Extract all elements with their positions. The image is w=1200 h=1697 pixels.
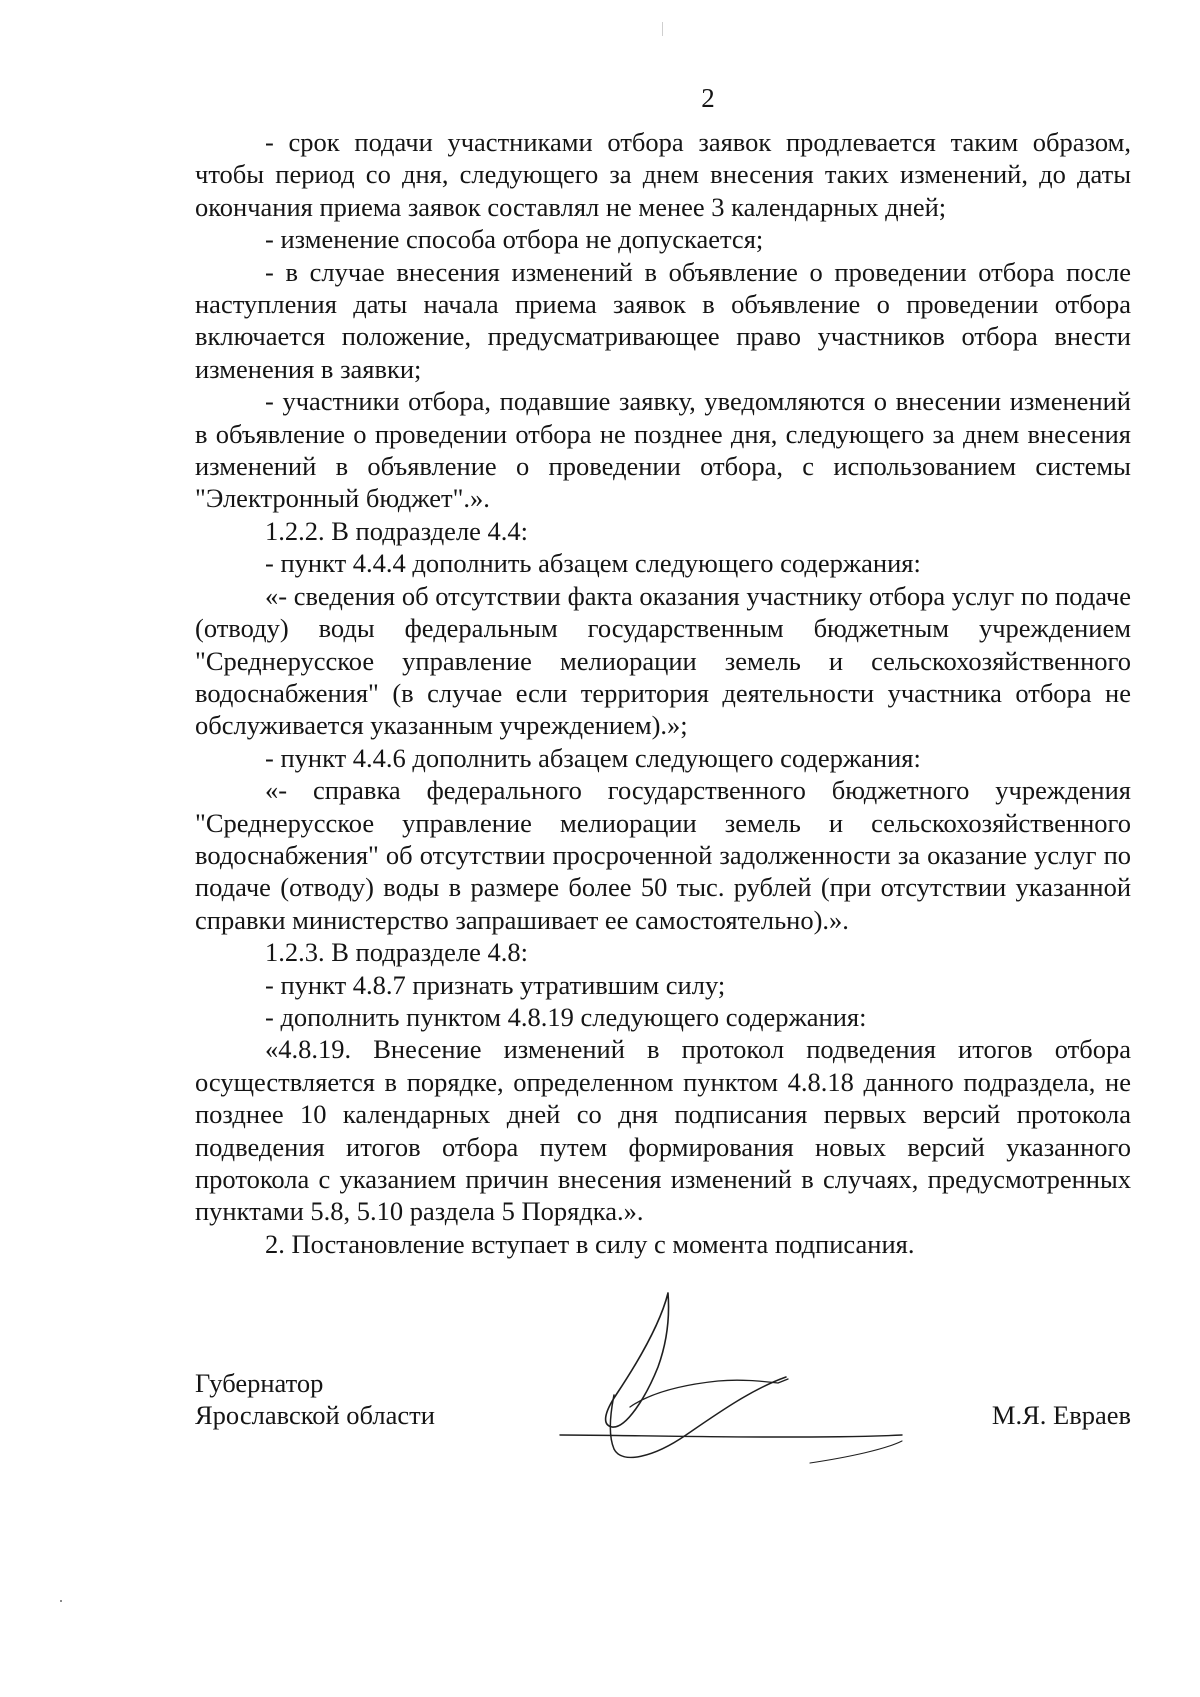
- signature-block: [195, 1367, 1131, 1487]
- paragraph: 1.2.2. В подразделе 4.4:: [265, 515, 529, 546]
- paragraph: - участники отбора, подавшие заявку, уведомляются о внесении изменений в объявление о проведении отбора не позднее дня, следующего за днем внесения изменений в объявление о проведении отбора, с использованием системы "Электронный бюджет".».: [195, 386, 1131, 514]
- scan-speck: [662, 22, 663, 36]
- paragraph: - срок подачи участниками отбора заявок продлевается таким образом, чтобы период со дня, следующего за днем внесения таких изменений, до даты окончания приема заявок составлял не менее 3 календарных дней;: [195, 127, 1131, 222]
- document-body: [195, 126, 1131, 1260]
- paragraph: «- сведения об отсутствии факта оказания участнику отбора услуг по подаче (отводу) воды федеральным государственным бюджетным учреждением "Среднерусское управление мелиорации земель и сельскохозяйственного водоснабжения" (в случае если территория деятельности участника отбора не обслуживается указанным учреждением).»;: [195, 580, 1131, 741]
- paragraph: 1.2.3. В подразделе 4.8:: [265, 937, 529, 968]
- paragraph: - пункт 4.4.4 дополнить абзацем следующего содержания:: [265, 548, 921, 579]
- paragraph: - изменение способа отбора не допускается;: [265, 224, 764, 255]
- signer-name: М.Я. Евраев: [991, 1400, 1131, 1430]
- paragraph: - пункт 4.4.6 дополнить абзацем следующего содержания:: [265, 742, 921, 773]
- position-line: Губернатор: [195, 1368, 324, 1398]
- paragraph: «4.8.19. Внесение изменений в протокол подведения итогов отбора осуществляется в порядке, определенном пунктом 4.8.18 данного подраздела, не позднее 10 календарных дней со дня подписания первых версий протокола подведения итогов отбора путем формирования новых версий указанного протокола с указанием причин внесения изменений в случаях, предусмотренных пунктами 5.8, 5.10 раздела 5 Порядка.».: [195, 1034, 1131, 1227]
- paragraph: - дополнить пунктом 4.8.19 следующего содержания:: [265, 1001, 867, 1032]
- scan-speck: [60, 1600, 62, 1602]
- paragraph: «- справка федерального государственного бюджетного учреждения "Среднерусское управление мелиорации земель и сельскохозяйственного водоснабжения" об отсутствии просроченной задолженности за оказание услуг по подаче (отводу) воды в размере более 50 тыс. рублей (при отсутствии указанной справки министерство запрашивает ее самостоятельно).».: [195, 775, 1131, 935]
- page-number: 2: [701, 83, 715, 113]
- paragraph: - в случае внесения изменений в объявление о проведении отбора после наступления даты начала приема заявок в объявление о проведении отбора включается положение, предусматривающее право участников отбора внести изменения в заявки;: [195, 256, 1131, 384]
- paragraph: - пункт 4.8.7 признать утратившим силу;: [265, 969, 726, 1000]
- position-line: Ярославской области: [195, 1400, 435, 1431]
- paragraph: 2. Постановление вступает в силу с момента подписания.: [265, 1228, 915, 1259]
- signer-position: [195, 1367, 435, 1432]
